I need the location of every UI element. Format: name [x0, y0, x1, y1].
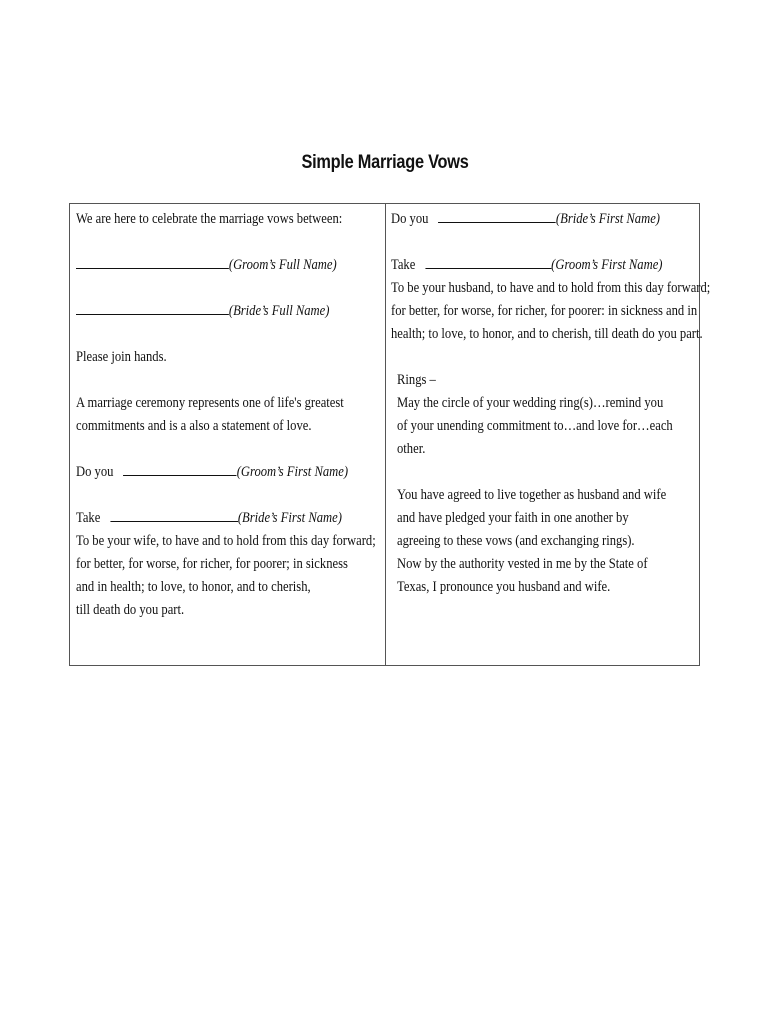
groom-take-row — [76, 507, 342, 530]
groom-vow-line-1: To be your wife, to have and to hold from this day forward; — [76, 533, 376, 549]
closing-line-2: and have pledged your faith in one another by — [397, 510, 629, 526]
bride-first-name-label: (Bride’s First Name) — [237, 510, 342, 526]
groom-first-name-blank[interactable] — [123, 461, 236, 476]
column-divider — [385, 204, 386, 665]
groom-full-name-label: (Groom’s Full Name) — [228, 257, 337, 273]
bride-full-name-blank[interactable] — [76, 300, 229, 315]
ceremony-text-line-2: commitments and is a also a statement of love. — [76, 418, 312, 434]
bride-take-row — [391, 254, 662, 277]
closing-line-3: agreeing to these vows (and exchanging rings). — [397, 533, 635, 549]
rings-line-3: other. — [397, 441, 426, 457]
bride-do-you-row — [391, 208, 660, 231]
groom-full-name-blank[interactable] — [76, 254, 229, 269]
closing-line-1: You have agreed to live together as husband and wife — [397, 487, 667, 503]
take-text: Take — [391, 257, 416, 273]
groom-first-name-blank[interactable] — [425, 254, 551, 269]
intro-text: We are here to celebrate the marriage vows between: — [76, 211, 343, 227]
left-column — [76, 204, 381, 665]
groom-vow-line-3: and in health; to love, to honor, and to cherish, — [76, 579, 311, 595]
bride-first-name-label: (Bride’s First Name) — [555, 211, 660, 227]
do-you-text: Do you — [391, 211, 429, 227]
groom-first-name-label: (Groom’s First Name) — [551, 257, 663, 273]
groom-full-name-row — [76, 254, 337, 277]
bride-vow-line-2: for better, for worse, for richer, for poorer: in sickness and in — [391, 303, 698, 319]
bride-first-name-blank[interactable] — [110, 507, 238, 522]
closing-line-5: Texas, I pronounce you husband and wife. — [397, 579, 611, 595]
bride-full-name-label: (Bride’s Full Name) — [228, 303, 330, 319]
bride-vow-line-3: health; to love, to honor, and to cherish, till death do you part. — [391, 326, 703, 342]
rings-line-2: of your unending commitment to…and love for…each — [397, 418, 673, 434]
join-hands-text: Please join hands. — [76, 349, 167, 365]
groom-vow-line-2: for better, for worse, for richer, for poorer; in sickness — [76, 556, 348, 572]
closing-line-4: Now by the authority vested in me by the State of — [397, 556, 648, 572]
rings-heading: Rings – — [397, 372, 436, 388]
bride-first-name-blank[interactable] — [438, 208, 556, 223]
rings-line-1: May the circle of your wedding ring(s)…remind you — [397, 395, 664, 411]
vows-table — [69, 203, 711, 666]
groom-vow-line-4: till death do you part. — [76, 602, 185, 618]
page-title: Simple Marriage Vows — [301, 152, 469, 173]
groom-do-you-row — [76, 461, 348, 484]
bride-full-name-row — [76, 300, 329, 323]
ceremony-text-line-1: A marriage ceremony represents one of life's greatest — [76, 395, 344, 411]
right-column — [391, 204, 711, 665]
groom-first-name-label: (Groom’s First Name) — [236, 464, 349, 480]
do-you-text: Do you — [76, 464, 114, 480]
take-text: Take — [76, 510, 101, 526]
bride-vow-line-1: To be your husband, to have and to hold from this day forward; — [391, 280, 711, 296]
